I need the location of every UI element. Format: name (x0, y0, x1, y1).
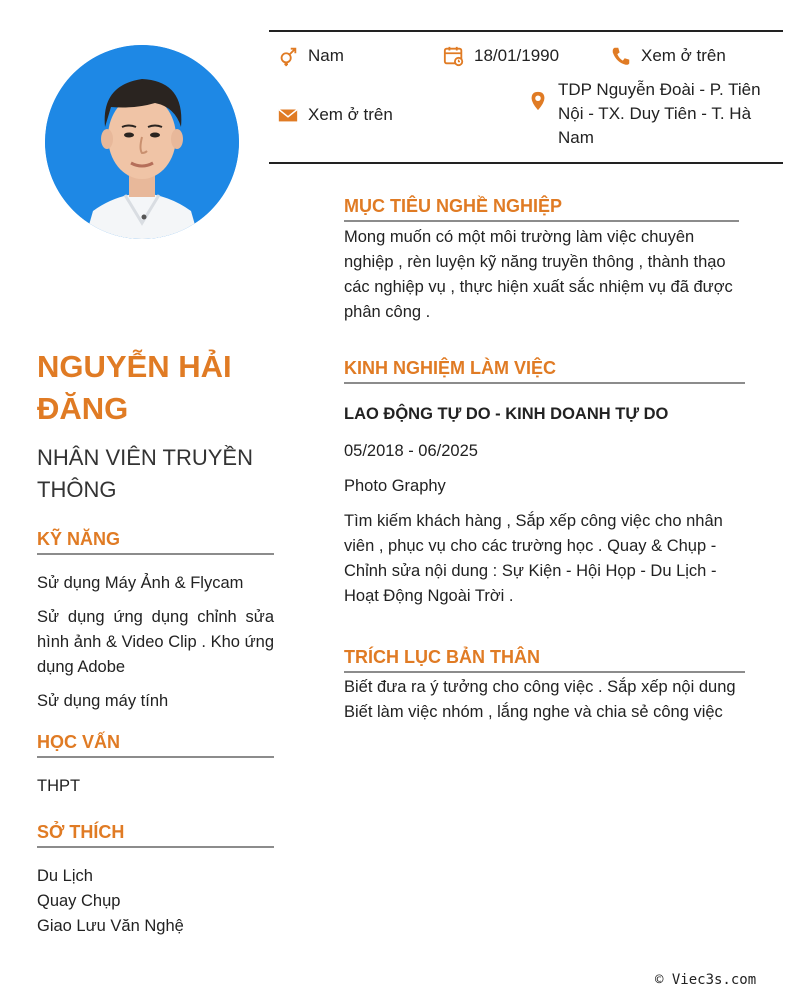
summary-line: Biết làm việc nhóm , lắng nghe và chia sẻ công việc (344, 703, 723, 721)
gender-info (277, 44, 344, 68)
education-item: THPT (37, 777, 81, 795)
location-icon (527, 90, 549, 112)
objective-title: MỤC TIÊU NGHỀ NGHIỆP (344, 196, 739, 222)
experience-title: KINH NGHIỆM LÀM VIỆC (344, 358, 745, 384)
profile-photo (45, 45, 239, 239)
email-value: Xem ở trên (308, 105, 393, 124)
hobby-item: Giao Lưu Văn Nghệ (37, 917, 184, 935)
summary-section (344, 647, 745, 725)
education-section (37, 732, 274, 799)
gender-icon (277, 45, 299, 67)
skills-section (37, 529, 274, 714)
phone-value: Xem ở trên (641, 46, 726, 65)
experience-position: Photo Graphy (344, 477, 446, 495)
experience-company: LAO ĐỘNG TỰ DO - KINH DOANH TỰ DO (344, 405, 669, 423)
summary-line: Biết đưa ra ý tưởng cho công việc . Sắp xếp nội dung (344, 678, 736, 696)
summary-title: TRÍCH LỤC BẢN THÂN (344, 647, 745, 673)
skill-item: Sử dụng ứng dụng chỉnh sửa hình ảnh & Video Clip . Kho ứng dụng Adobe (37, 608, 274, 676)
candidate-name: NGUYỄN HẢI ĐĂNG (37, 349, 232, 426)
skill-item: Sử dụng Máy Ảnh & Flycam (37, 574, 244, 592)
birthdate-info (443, 44, 559, 68)
phone-icon (610, 45, 632, 67)
job-title: NHÂN VIÊN TRUYỀN THÔNG (37, 445, 253, 502)
experience-period: 05/2018 - 06/2025 (344, 442, 478, 460)
address-info (527, 78, 763, 150)
hobbies-section (37, 822, 274, 939)
email-icon (277, 104, 299, 126)
experience-description: Tìm kiếm khách hàng , Sắp xếp công việc cho nhân viên , phục vụ cho các trường học . Quay & Chụp - Chỉnh sửa nội dung : Sự Kiện - Hội Họp - Du Lịch - Hoạt Động Ngoài Trời . (344, 512, 723, 605)
education-title: HỌC VẤN (37, 732, 274, 758)
gender-value: Nam (308, 46, 344, 65)
objective-text: Mong muốn có một môi trường làm việc chuyên nghiệp , rèn luyện kỹ năng truyền thông , thành thạo các nghiệp vụ , thực hiện xuất sắc nhiệm vụ đã được phân công . (344, 228, 733, 321)
hobby-item: Quay Chụp (37, 892, 121, 910)
contact-info-bar (269, 30, 783, 164)
hobbies-title: SỞ THÍCH (37, 822, 274, 848)
objective-section (344, 196, 739, 325)
experience-section (344, 358, 745, 609)
skill-item: Sử dụng máy tính (37, 692, 169, 710)
skills-title: KỸ NĂNG (37, 529, 274, 555)
address-value: TDP Nguyễn Đoài - P. Tiên Nội - TX. Duy Tiên - T. Hà Nam (558, 80, 761, 147)
calendar-icon (443, 45, 465, 67)
watermark: © Viec3s.com (655, 972, 757, 988)
hobby-item: Du Lịch (37, 867, 93, 885)
phone-info (610, 44, 726, 68)
email-info (277, 103, 393, 127)
birthdate-value: 18/01/1990 (474, 46, 560, 65)
